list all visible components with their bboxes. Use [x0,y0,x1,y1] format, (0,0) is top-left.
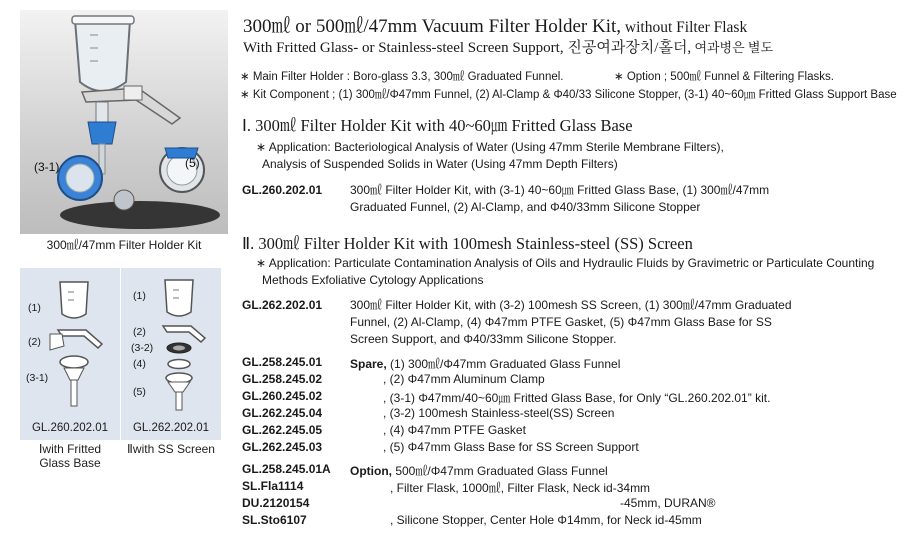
option-label: Option, [350,464,392,478]
diagram1-label-1: (1) [28,302,41,314]
section1-application-line1: ∗ Application: Bacteriological Analysis of Water (Using 47mm Sterile Membrane Filters), [256,140,724,154]
section2-desc-line2: Funnel, (2) Al-Clamp, (4) Φ47mm PTFE Gasket, (5) Φ47mm Glass Base for SS [350,315,772,329]
note-kit-component: ∗ Kit Component ; (1) 300㎖/Φ47mm Funnel, (2) Al-Clamp & Φ40/33 Silicone Stopper, (3-1) 40~60㎛ Fritted Glass Support Base [240,89,897,101]
spare-desc: , (3-2) 100mesh Stainless-steel(SS) Screen [383,406,615,420]
section1-application-line2: Analysis of Suspended Solids in Water (Using 47mm Depth Filters) [262,157,618,171]
option-desc: , Filter Flask, 1000㎖, Filter Flask, Neck id-34mm [390,481,651,495]
diagram2-label-3-2: (3-2) [131,342,154,354]
section1-desc-line2: Graduated Funnel, (2) Al-Clamp, and Φ40/33mm Silicone Stopper [350,200,701,214]
spare-desc-text: (1) 300㎖/Φ47mm Graduated Glass Funnel [386,357,621,371]
section2-application-line1: ∗ Application: Particulate Contamination Analysis of Oils and Hydraulic Fluids by Gravimetric or Particulate Counting [256,256,875,270]
diagram-kit-1 [20,268,120,440]
diagram1-label-2: (2) [28,336,41,348]
spare-label: Spare, [350,357,387,371]
spare-code: GL.262.245.03 [242,440,323,454]
spare-desc [350,355,620,372]
spare-code: GL.262.245.04 [242,406,323,420]
note-main-holder [240,68,834,84]
photo-label-3-1: (3-1) [34,160,60,174]
spare-code: GL.258.245.02 [242,372,323,386]
page-subtitle-main: With Fritted Glass- or Stainless-steel Screen Support, 진공여과장치/홀더, [243,40,692,56]
section2-code: GL.262.202.01 [242,298,323,312]
page-subtitle [243,36,773,57]
option-code: SL.Sto6107 [242,513,307,527]
diagram2-label-1: (1) [133,290,146,302]
section2-desc-line1: 300㎖ Filter Holder Kit, with (3-2) 100mesh SS Screen, (1) 300㎖/47mm Graduated [350,298,792,312]
option-code: SL.Fla1114 [242,479,304,493]
photo-label-5: (5) [185,156,200,170]
page-subtitle-suffix: 여과병은 별도 [691,40,774,55]
page-title [243,11,747,38]
section2-application [256,255,874,289]
diagram-kit-2 [121,268,221,440]
page-title-suffix: without Filter Flask [621,19,748,36]
spare-desc: , (5) Φ47mm Glass Base for SS Screen Support [383,440,639,454]
section1-heading: Ⅰ. 300㎖ Filter Holder Kit with 40~60㎛ Fritted Glass Base [242,116,633,135]
section1-application [256,139,724,173]
page-title-main: 300㎖ or 500㎖/47mm Vacuum Filter Holder Kit, [243,16,622,37]
spare-desc: , (2) Φ47mm Aluminum Clamp [383,372,545,386]
diagram1-label-3-1: (3-1) [26,372,49,384]
option-desc: , Silicone Stopper, Center Hole Φ14mm, for Neck id-45mm [390,513,702,527]
option-code: GL.258.245.01A [242,462,331,476]
note-option-text: ∗ Option ; 500㎖ Funnel & Filtering Flasks. [614,71,834,83]
section1-desc [350,182,769,216]
section2-heading: Ⅱ. 300㎖ Filter Holder Kit with 100mesh Stainless-steel (SS) Screen [242,234,693,253]
option-desc-text: 500㎖/Φ47mm Graduated Glass Funnel [392,464,608,478]
spare-code: GL.260.245.02 [242,389,323,403]
spare-code: GL.258.245.01 [242,355,323,369]
diagram1-caption-line2: Glass Base [39,456,101,470]
note-main-holder-text: ∗ Main Filter Holder : Boro-glass 3.3, 300㎖ Graduated Funnel. [240,71,564,83]
product-photo [20,10,228,234]
diagram2-code: GL.262.202.01 [132,422,210,434]
diagram1-caption-line1: Ⅰwith Fritted [38,442,102,456]
spare-code: GL.262.245.05 [242,423,323,437]
photo-caption: 300㎖/47mm Filter Holder Kit [46,238,202,252]
section1-desc-line1: 300㎖ Filter Holder Kit, with (3-1) 40~60㎛ Fritted Glass Base, (1) 300㎖/47mm [350,183,770,197]
diagram2-caption: Ⅱwith SS Screen [127,442,215,456]
diagram2-label-5: (5) [133,386,146,398]
spare-desc: , (3-1) Φ47mm/40~60㎛ Fritted Glass Base, for Only “GL.260.202.01” kit. [383,391,771,405]
diagram2-label-2: (2) [133,326,146,338]
diagram1-caption [20,442,120,470]
spare-desc: , (4) Φ47mm PTFE Gasket [383,423,526,437]
section2-desc-line3: Screen Support, and Φ40/33mm Silicone Stopper. [350,332,617,346]
filter-holder-kit-illustration [20,10,228,234]
diagram2-label-4: (4) [133,358,146,370]
section2-desc [350,297,792,348]
section1-code: GL.260.202.01 [242,183,323,197]
section2-application-line2: Methods Exfoliative Cytology Applications [262,273,484,287]
diagram1-code: GL.260.202.01 [31,422,109,434]
option-code: DU.2120154 [242,496,310,510]
option-desc [350,462,608,479]
option-desc: -45mm, DURAN® [620,496,716,510]
